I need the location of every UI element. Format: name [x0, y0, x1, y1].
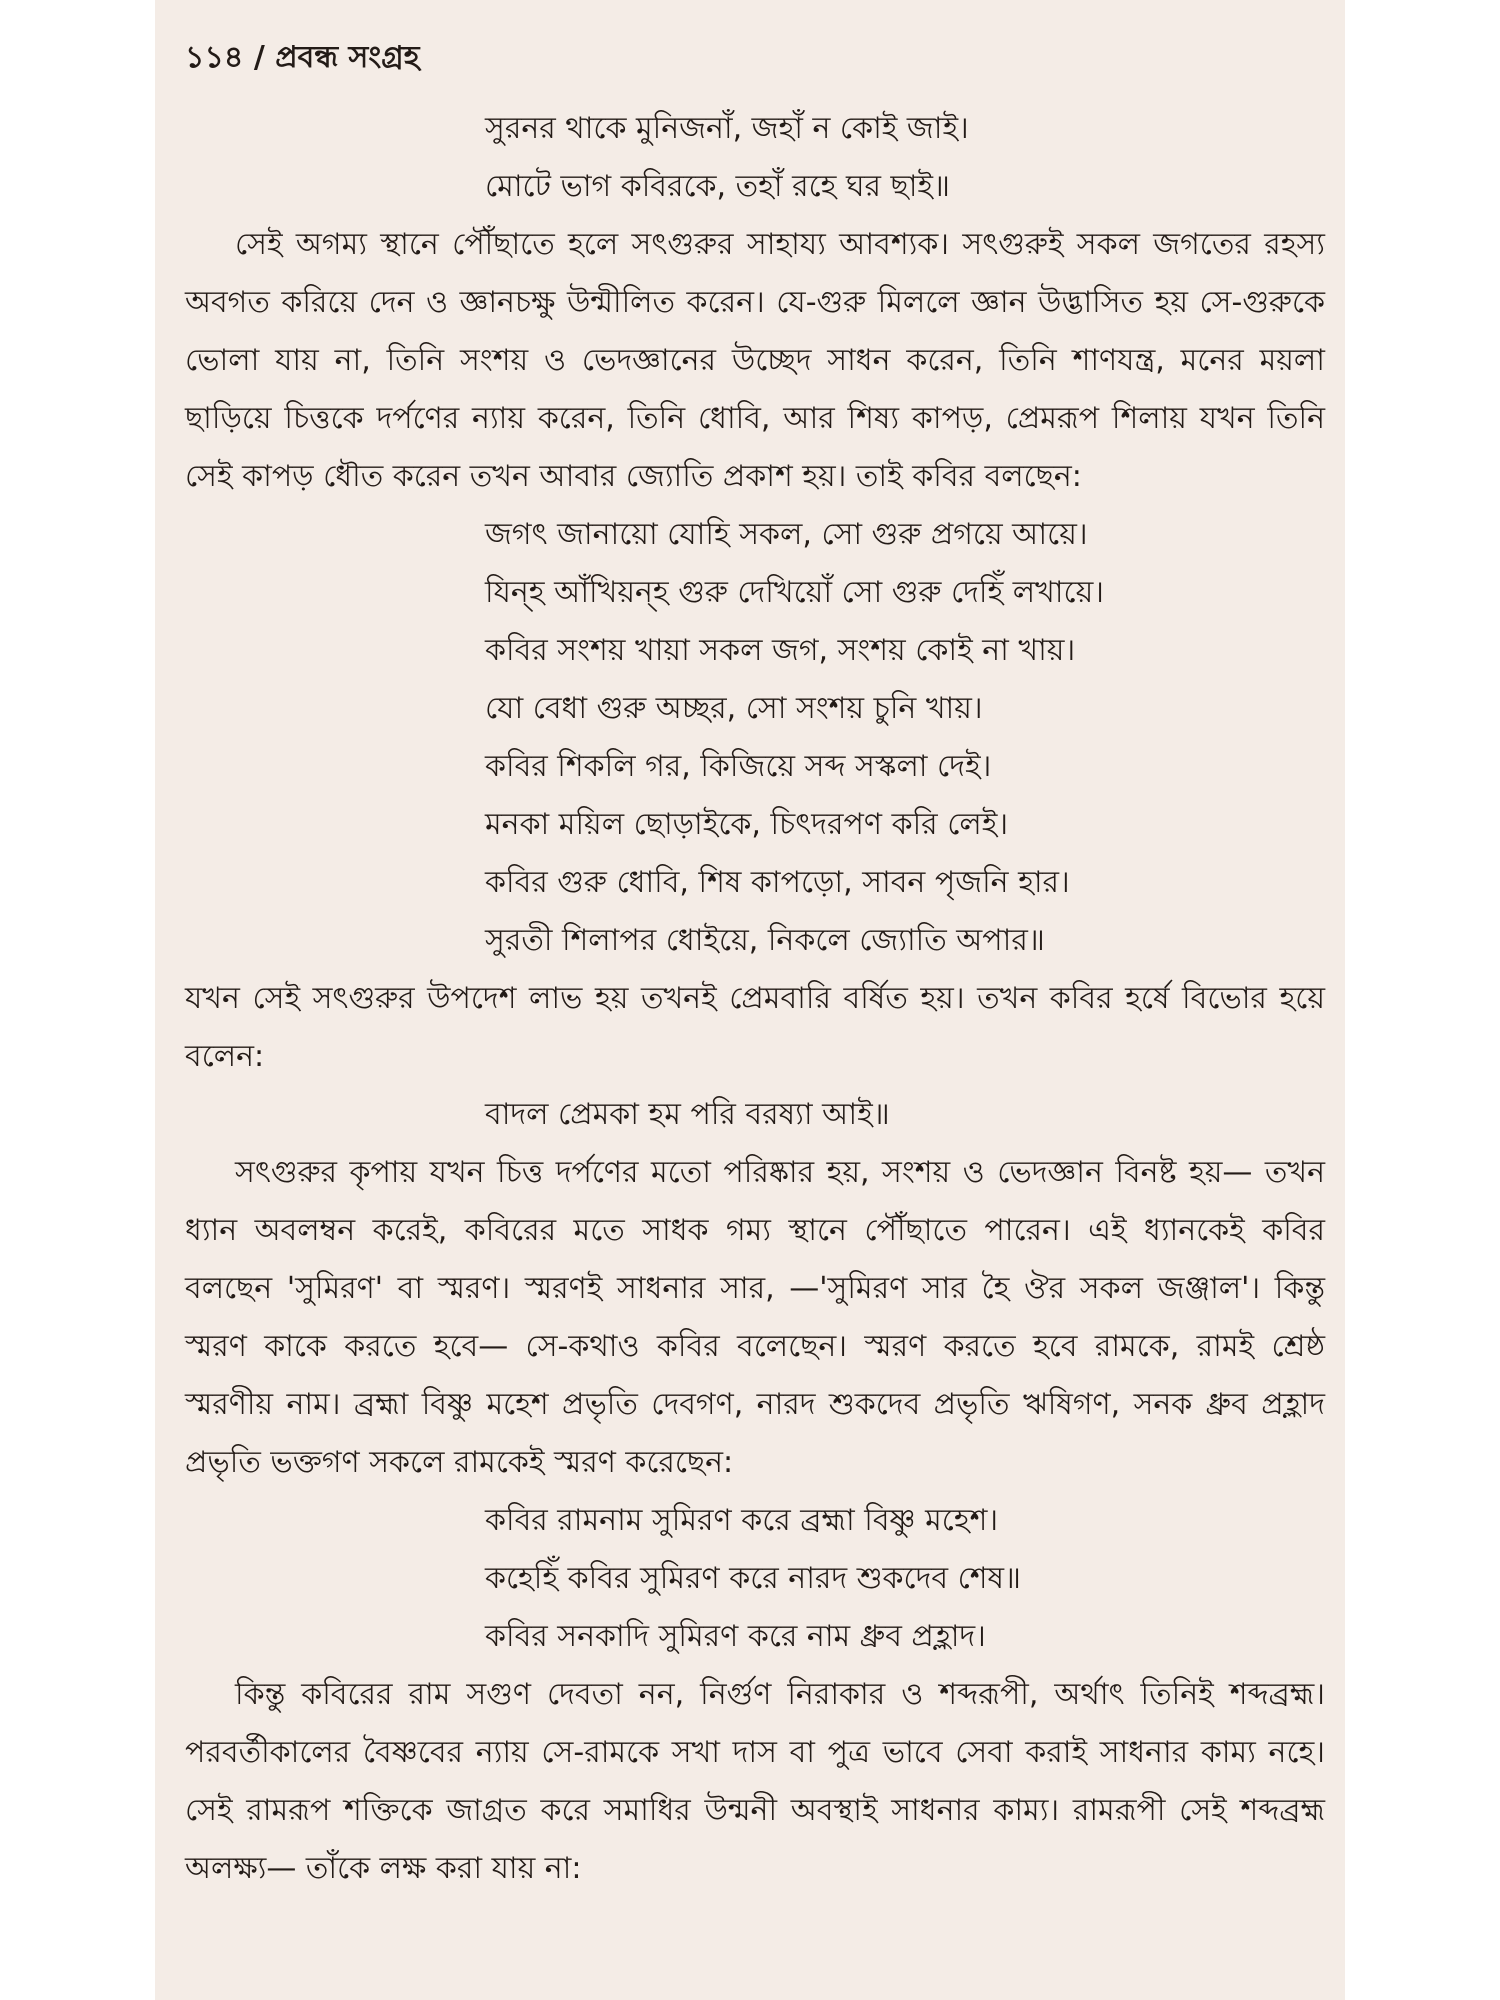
body-text [185, 100, 1325, 1898]
prose-paragraph: সেই অগম্য স্থানে পৌঁছাতে হলে সৎগুরুর সাহায্য আবশ্যক। সৎগুরুই সকল জগতের রহস্য অবগত করিয়ে দেন ও জ্ঞানচক্ষু উন্মীলিত করেন। যে-গুরু মিললে জ্ঞান উদ্ভাসিত হয় সে-গুরুকে ভোলা যায় না, তিনি সংশয় ও ভেদজ্ঞানের উচ্ছেদ সাধন করেন, তিনি শাণযন্ত্র, মনের ময়লা ছাড়িয়ে চিত্তকে দর্পণের ন্যায় করেন, তিনি ধোবি, আর শিষ্য কাপড়, প্রেমরূপ শিলায় যখন তিনি সেই কাপড় ধৌত করেন তখন আবার জ্যোতি প্রকাশ হয়। তাই কবির বলছেন: [185, 227, 1325, 494]
verse-line: বাদল প্রেমকা হম পরি বরষ্যা আই॥ [485, 1097, 890, 1132]
verse-line: কবির শিকলি গর, কিজিয়ে সব্দ সস্কলা দেই। [485, 749, 992, 784]
verse-line: কবির সনকাদি সুমিরণ করে নাম ধ্রুব প্রহ্লাদ। [485, 1619, 986, 1654]
verse-line: কবির সংশয় খায়া সকল জগ, সংশয় কোই না খায়। [485, 633, 1076, 668]
verse-line: কবির রামনাম সুমিরণ করে ব্রহ্মা বিষ্ণু মহেশ। [485, 1503, 999, 1538]
verse-block [485, 100, 1325, 216]
verse-line: মোটে ভাগ কবিরকে, তহাঁ রহে ঘর ছাই॥ [485, 169, 950, 204]
book-page [155, 0, 1345, 2000]
verse-block [485, 1492, 1325, 1666]
prose-paragraph: কিন্তু কবিরের রাম সগুণ দেবতা নন, নির্গুণ নিরাকার ও শব্দরূপী, অর্থাৎ তিনিই শব্দব্রহ্ম। পরবর্তীকালের বৈষ্ণবের ন্যায় সে-রামকে সখা দাস বা পুত্র ভাবে সেবা করাই সাধনার কাম্য নহে। সেই রামরূপ শক্তিকে জাগ্রত করে সমাধির উন্মনী অবস্থাই সাধনার কাম্য। রামরূপী সেই শব্দব্রহ্ম অলক্ষ্য— তাঁকে লক্ষ করা যায় না: [185, 1677, 1325, 1886]
verse-line: জগৎ জানায়ো যোহি সকল, সো গুরু প্রগয়ে আয়ে। [485, 517, 1088, 552]
prose-paragraph: যখন সেই সৎগুরুর উপদেশ লাভ হয় তখনই প্রেমবারি বর্ষিত হয়। তখন কবির হর্ষে বিভোর হয়ে বলেন: [185, 981, 1325, 1074]
book-title: প্রবন্ধ সংগ্রহ [275, 40, 420, 75]
verse-block [485, 506, 1325, 970]
verse-line: কহেহিঁ কবির সুমিরণ করে নারদ শুকদেব শেষ॥ [485, 1561, 1022, 1596]
page-number: ১১৪ [185, 40, 244, 75]
verse-line: যিন্হ আঁখিয়ন্হ গুরু দেখিয়োঁ সো গুরু দেহিঁ লখায়ে। [485, 575, 1104, 610]
verse-line: সুরনর থাকে মুনিজনাঁ, জহাঁ ন কোই জাই। [485, 111, 969, 146]
page-content [185, 30, 1325, 1898]
verse-line: যো বেধা গুরু অচ্ছর, সো সংশয় চুনি খায়। [485, 691, 983, 726]
verse-line: সুরতী শিলাপর ধোইয়ে, নিকলে জ্যোতি অপার॥ [485, 923, 1045, 958]
verse-block [485, 1086, 1325, 1144]
head-separator: / [243, 40, 276, 75]
verse-line: মনকা ময়িল ছোড়াইকে, চিৎদরপণ করি লেই। [485, 807, 1009, 842]
verse-line: কবির গুরু ধোবি, শিষ কাপড়ো, সাবন পৃজনি হার। [485, 865, 1070, 900]
prose-paragraph: সৎগুরুর কৃপায় যখন চিত্ত দর্পণের মতো পরিষ্কার হয়, সংশয় ও ভেদজ্ঞান বিনষ্ট হয়— তখন ধ্যান অবলম্বন করেই, কবিরের মতে সাধক গম্য স্থানে পৌঁছাতে পারেন। এই ধ্যানকেই কবির বলছেন 'সুমিরণ' বা স্মরণ। স্মরণই সাধনার সার, —'সুমিরণ সার হৈ ঔর সকল জঞ্জাল'। কিন্তু স্মরণ কাকে করতে হবে— সে-কথাও কবির বলেছেন। স্মরণ করতে হবে রামকে, রামই শ্রেষ্ঠ স্মরণীয় নাম। ব্রহ্মা বিষ্ণু মহেশ প্রভৃতি দেবগণ, নারদ শুকদেব প্রভৃতি ঋষিগণ, সনক ধ্রুব প্রহ্লাদ প্রভৃতি ভক্তগণ সকলে রামকেই স্মরণ করেছেন: [185, 1155, 1325, 1480]
running-head [185, 30, 1325, 86]
